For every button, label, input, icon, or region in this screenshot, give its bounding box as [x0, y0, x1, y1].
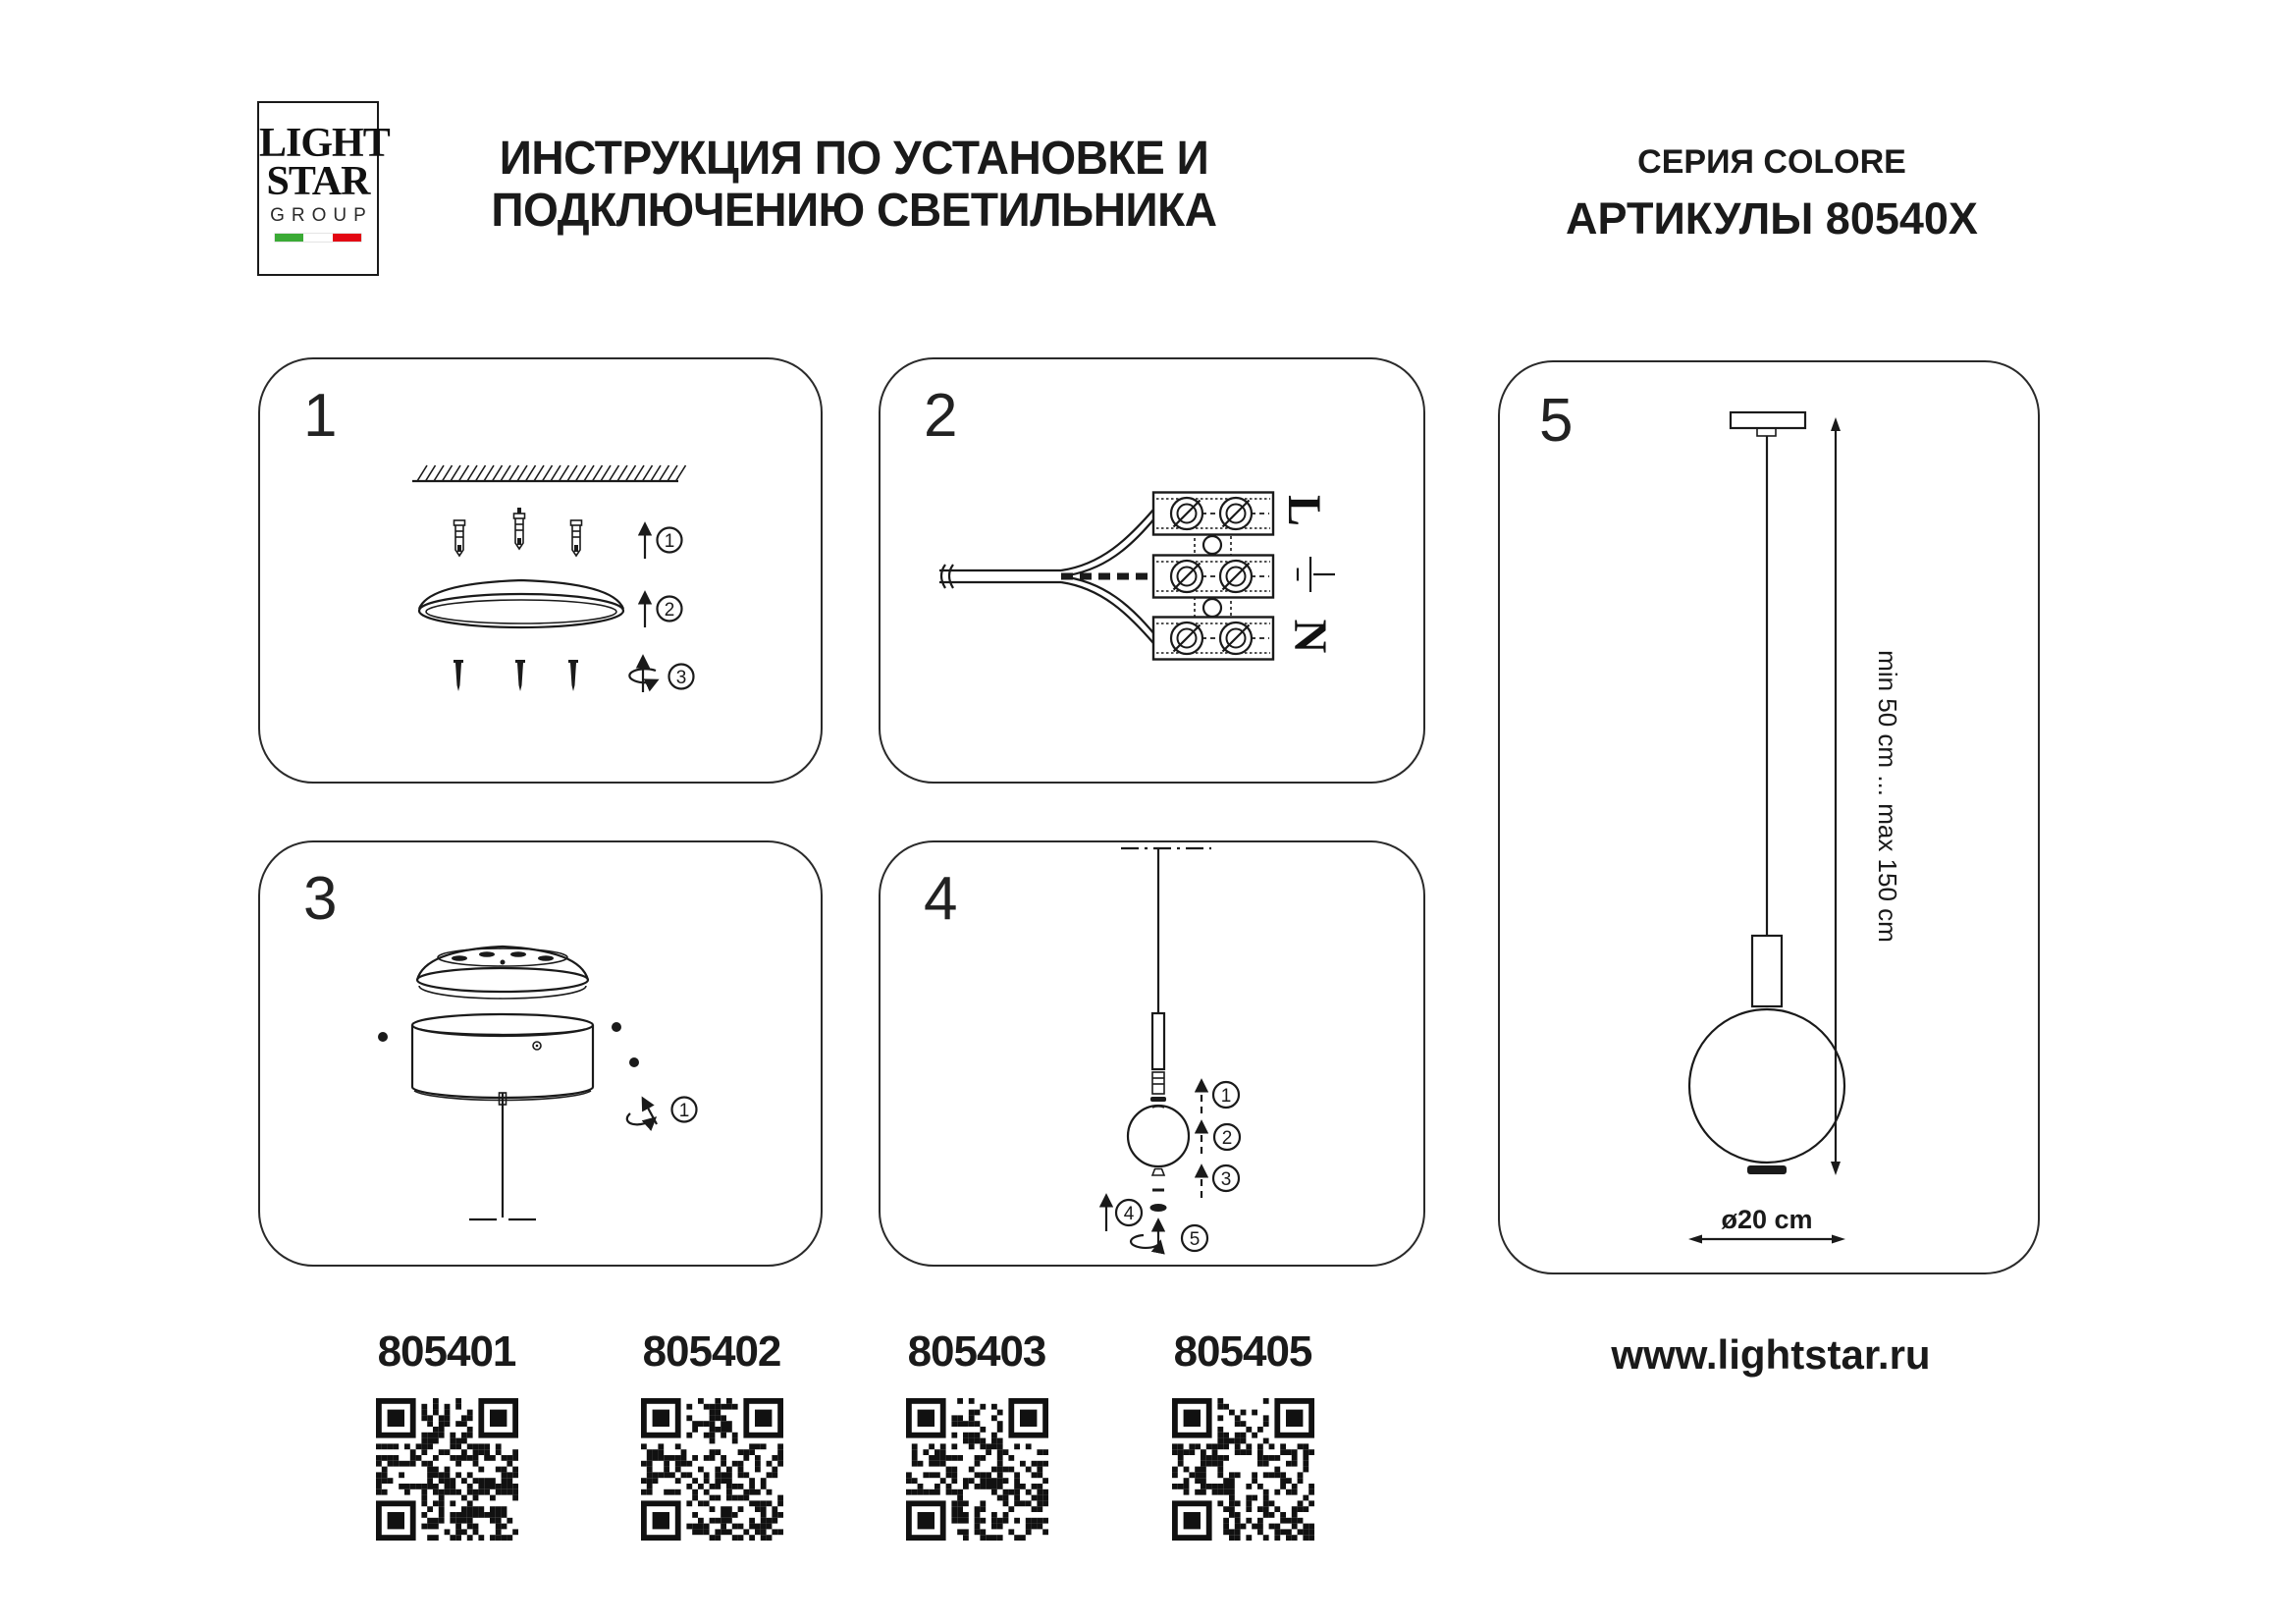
panel-3-number: 3	[303, 865, 338, 933]
step-1-badge	[658, 528, 682, 553]
panel-5-diagram	[1500, 362, 2037, 1272]
svg-text:1: 1	[664, 531, 675, 552]
earth-symbol-icon	[1298, 557, 1335, 592]
step-4-badge	[1116, 1200, 1142, 1225]
qr-code	[376, 1398, 518, 1541]
flag-green-segment	[275, 234, 303, 242]
article-code: 805403	[907, 1327, 1046, 1376]
step-3-badge	[1213, 1165, 1239, 1191]
step-panel-4	[879, 840, 1425, 1267]
screw-rotate-icon	[1131, 1220, 1160, 1251]
step-2-badge	[658, 597, 682, 622]
panel-4-number: 4	[924, 865, 958, 933]
step-1-badge	[1213, 1082, 1239, 1108]
neutral-label: N	[1284, 619, 1336, 654]
lamp-base-icon	[412, 1014, 593, 1101]
website-url: www.lightstar.ru	[1611, 1331, 1931, 1378]
qr-code	[1172, 1398, 1314, 1541]
dimensions-panel	[1498, 360, 2040, 1274]
article-805403	[883, 1329, 1070, 1541]
panel-2-diagram	[881, 359, 1422, 781]
series-header	[1531, 143, 2012, 244]
article-code: 805401	[377, 1327, 516, 1376]
screw-icons	[454, 660, 578, 691]
screw-rotate-icon	[627, 1099, 657, 1124]
hanging-rod	[469, 1093, 536, 1219]
qr-code	[906, 1398, 1048, 1541]
step-2-badge	[1214, 1124, 1240, 1150]
article-code: 805405	[1173, 1327, 1312, 1376]
svg-text:5: 5	[1189, 1229, 1201, 1250]
panel-4-diagram	[881, 842, 1422, 1264]
screw-rotate-icon	[629, 657, 657, 692]
title-line-2: ПОДКЛЮЧЕНИЮ СВЕТИЛЬНИКА	[491, 184, 1217, 237]
panel-1-number: 1	[303, 382, 338, 450]
panel-5-number: 5	[1539, 387, 1574, 455]
terminal-blocks	[1153, 493, 1273, 660]
globe-assembly	[1128, 1097, 1189, 1212]
step-3-badge	[669, 665, 694, 689]
flag-white-segment	[303, 234, 332, 242]
logo-star-text: STAR	[266, 159, 370, 205]
wall-anchor-icons	[454, 508, 582, 556]
step-5-badge	[1182, 1225, 1207, 1251]
ceiling-plate-icon	[419, 580, 623, 627]
step-1-badge	[672, 1098, 697, 1122]
svg-text:2: 2	[664, 600, 675, 621]
svg-text:4: 4	[1123, 1204, 1135, 1224]
svg-text:1: 1	[1220, 1086, 1232, 1107]
ceiling-hatch	[412, 465, 686, 481]
svg-text:3: 3	[675, 668, 687, 688]
diameter-dimension	[1688, 1205, 1845, 1244]
flag-red-segment	[333, 234, 361, 242]
logo-light-text: LIGHT	[259, 121, 390, 166]
panel-3-diagram	[260, 842, 820, 1264]
qr-code	[641, 1398, 783, 1541]
articles-heading: АРТИКУЛЫ 80540X	[1566, 193, 1978, 244]
live-label: L	[1278, 494, 1330, 527]
lightstar-logo	[257, 101, 390, 276]
diameter-label: ø20 cm	[1721, 1205, 1813, 1234]
title-line-1: ИНСТРУКЦИЯ ПО УСТАНОВКЕ И	[499, 133, 1209, 185]
article-805402	[618, 1329, 805, 1541]
suspension-cord	[1152, 848, 1164, 1094]
glass-globe-icon	[1128, 1106, 1189, 1166]
logo-group-text: GROUP	[270, 205, 373, 227]
step-panel-1	[258, 357, 823, 784]
svg-text:3: 3	[1220, 1169, 1232, 1190]
page-title	[440, 134, 1269, 238]
step-panel-3	[258, 840, 823, 1267]
step-panel-2	[879, 357, 1425, 784]
panel-2-number: 2	[924, 382, 958, 450]
mains-cable	[939, 510, 1155, 643]
height-range-label: min 50 cm ... max 150 cm	[1873, 650, 1902, 943]
italian-flag-stripe	[275, 234, 361, 242]
svg-text:2: 2	[1221, 1128, 1233, 1149]
series-name: СЕРИЯ COLORE	[1637, 143, 1906, 181]
panel-1-diagram	[260, 359, 820, 781]
article-code: 805402	[642, 1327, 781, 1376]
article-805405	[1149, 1329, 1336, 1541]
article-805401	[353, 1329, 540, 1541]
canopy-cover-icon	[417, 947, 588, 999]
pendant-lamp-drawing	[1689, 412, 1844, 1174]
svg-text:1: 1	[678, 1101, 690, 1121]
